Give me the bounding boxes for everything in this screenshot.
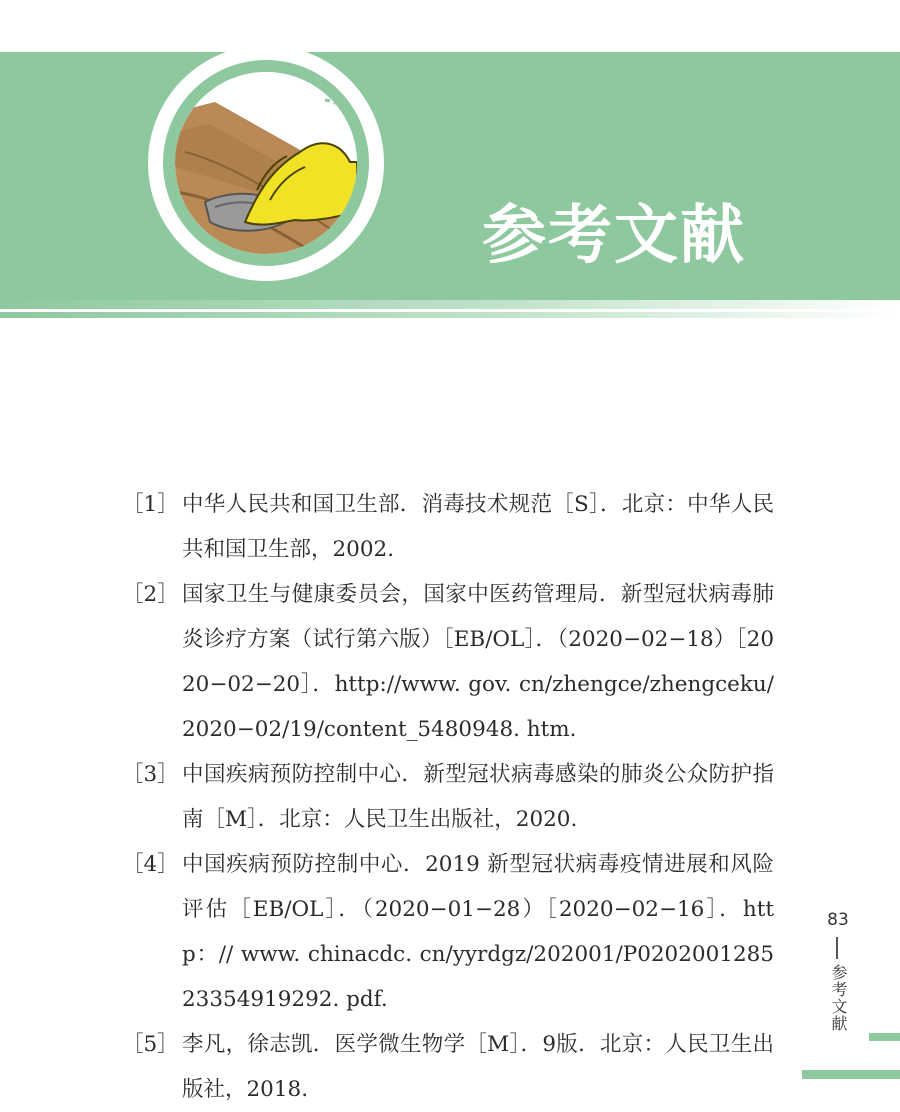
reference-item-3 — [122, 752, 774, 842]
reference-text: 中华人民共和国卫生部．消毒技术规范［S］．北京：中华人民共和国卫生部，2002. — [182, 492, 774, 562]
reference-text: 国家卫生与健康委员会，国家中医药管理局．新型冠状病毒肺炎诊疗方案（试行第六版）［EB/OL］．（2020−02−18）［2020−02−20］．http://www. gov. cn/zhengce/zhengceku/ 2020−02/19/content_5480948. htm. — [182, 582, 774, 742]
reference-number: ［2］ — [122, 582, 179, 607]
corner-accent-bar-lower — [802, 1060, 900, 1081]
corner-accent-bar — [869, 1033, 900, 1041]
page-title: 参考文献 — [482, 199, 746, 273]
reference-item-1 — [122, 482, 774, 572]
reference-text: 李凡，徐志凯．医学微生物学［M］．9版．北京：人民卫生出版社，2018. — [182, 1032, 774, 1102]
reference-list — [122, 482, 774, 1112]
page-number: 83 — [827, 910, 849, 930]
section-label: 参考文献 — [829, 964, 848, 1032]
reference-number: ［4］ — [122, 852, 179, 877]
side-divider — [836, 937, 838, 959]
reference-item-4 — [122, 842, 774, 1022]
reference-number: ［3］ — [122, 762, 179, 787]
reference-text: 中国疾病预防控制中心．新型冠状病毒感染的肺炎公众防护指南［M］．北京：人民卫生出版社，2020. — [182, 762, 774, 832]
reference-number: ［5］ — [122, 1032, 179, 1057]
reference-item-5 — [122, 1022, 774, 1112]
reference-text: 中国疾病预防控制中心．2019 新型冠状病毒疫情进展和风险评估［EB/OL］．（2020−01−28）［2020−02−16］．http：// www. chinacdc. cn/yyrdgz/202001/P020200128523354919292. pdf. — [182, 852, 774, 1012]
header-stripe-divider — [0, 309, 900, 312]
reference-item-2 — [122, 572, 774, 752]
reference-number: ［1］ — [122, 492, 179, 517]
gloved-hand-wiping-table-icon — [175, 72, 357, 254]
